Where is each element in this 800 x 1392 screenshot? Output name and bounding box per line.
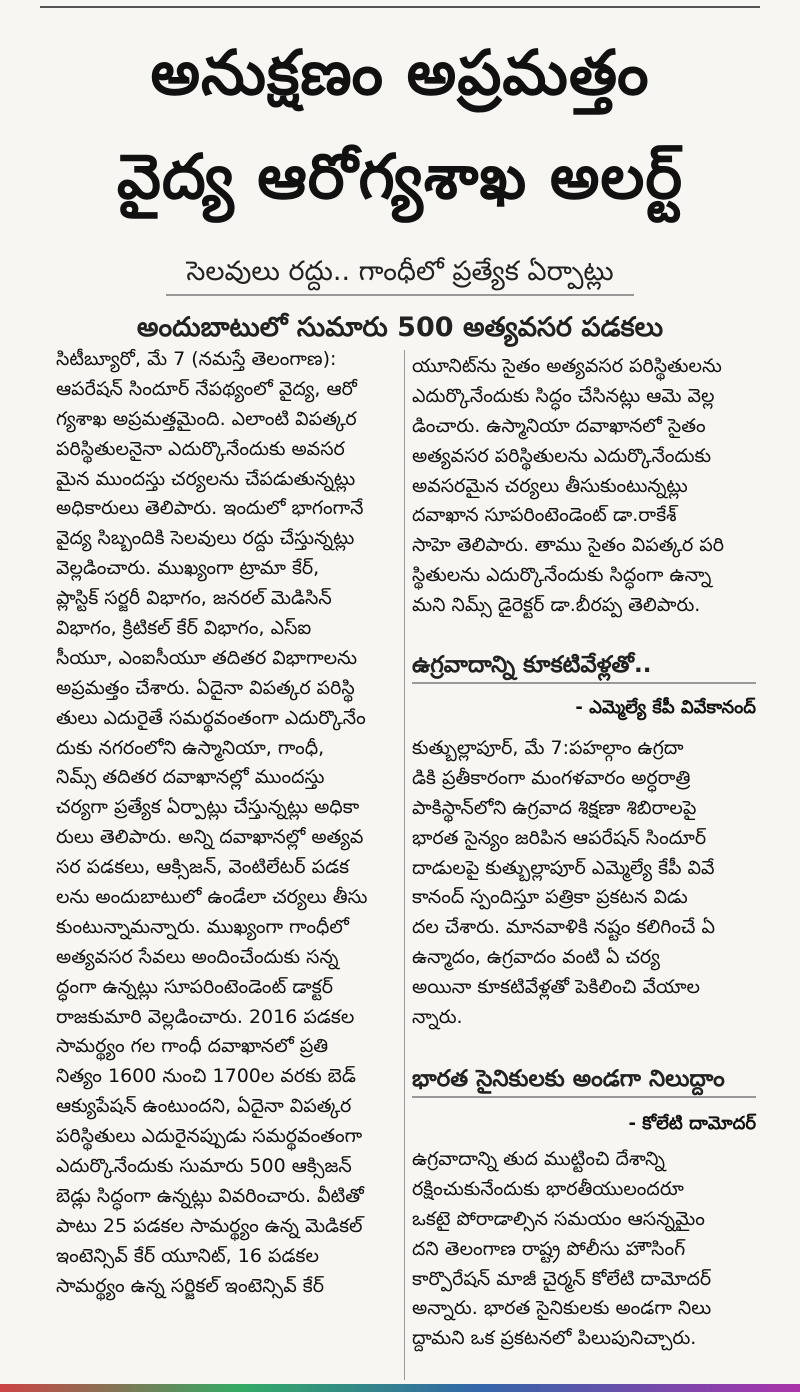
text-line: రులు తెలిపారు. అన్ని దవాఖానల్లో అత్యవ	[56, 826, 364, 849]
text-line: కార్పొరేషన్ మాజీ చైర్మన్ కోలేటి దామోదర్	[412, 1267, 712, 1290]
text-line: సిటీబ్యూరో, మే 7 (నమస్తే తెలంగాణ):	[56, 348, 337, 370]
text-line: ఎదుర్కొనేందుకు సుమారు 500 ఆక్సిజన్	[56, 1155, 352, 1178]
text-line: కుంటున్నామన్నారు. ముఖ్యంగా గాంధీలో	[56, 915, 349, 938]
text-line: భారత సైన్యం జరిపిన ఆపరేషన్ సిందూర్	[412, 826, 707, 849]
text-line: కుత్బుల్లాపూర్, మే 7:పహల్గాం ఉగ్రదా	[412, 737, 684, 759]
kicker-subheading: సెలవులు రద్దు.. గాంధీలో ప్రత్యేక ఏర్పాట్లు	[166, 252, 634, 296]
text-line: ఉగ్రవాదాన్ని తుద ముట్టించి దేశాన్ని	[412, 1148, 665, 1170]
text-line: మైన ముందస్తు చర్యలను చేపడుతున్నట్లు	[56, 467, 356, 490]
text-line: పరిస్థితులు ఎదురైనప్పుడు సమర్థవంతంగా	[56, 1125, 363, 1148]
headline-line-2: వైద్య ఆరోగ్యశాఖ అలర్ట్	[116, 140, 684, 213]
text-line: మని నిమ్స్ డైరెక్టర్ డా.బీరప్ప తెలిపారు.	[412, 594, 701, 617]
text-line: అన్నారు. భారత సైనికులకు అండగా నిలు	[412, 1297, 712, 1320]
text-line: చర్యగా ప్రత్యేక ఏర్పాట్లు చేస్తున్నట్లు అధికా	[56, 796, 360, 819]
article-right-column	[412, 352, 756, 621]
text-line: బెడ్లు సిద్ధంగా ఉన్నట్లు వివరించారు. వీటితో	[56, 1184, 364, 1207]
story2-body	[412, 734, 756, 1033]
text-line: ఒకటై పోరాడాల్సిన సమయం ఆసన్నమైం	[412, 1207, 705, 1230]
article-left-column	[56, 345, 398, 1302]
text-line: డించారు. ఉస్మానియా దవాఖానలో సైతం	[412, 414, 706, 437]
text-line: అత్యవసర సేవలు అందించేందుకు సన్న	[56, 945, 339, 968]
text-line: నిత్యం 1600 నుంచి 1700ల వరకు బెడ్	[56, 1065, 356, 1088]
text-line: డికి ప్రతీకారంగా మంగళవారం అర్ధరాత్రి	[412, 766, 691, 789]
text-line: రాజకుమారి వెల్లడించారు. 2016 పడకల	[56, 1005, 355, 1028]
text-line: అవసరమైన చర్యలు తీసుకుంటున్నట్లు	[412, 474, 688, 497]
headline-line-1: అనుక్షణం అప్రమత్తం	[150, 36, 650, 109]
text-line: వైద్య సిబ్బందికి సెలవులు రద్దు చేస్తున్నట్లు	[56, 527, 355, 550]
text-line: పరిస్థితులనైనా ఎదుర్కొనేందుకు అవసర	[56, 437, 345, 460]
story2-byline: - ఎమ్మెల్యే కేపీ వివేకానంద్	[575, 697, 756, 718]
text-line: న్నారు.	[412, 1006, 463, 1029]
text-line: యూనిట్‌ను సైతం అత్యవసర పరిస్థితులను	[412, 355, 722, 377]
text-line: గ్యశాఖ అప్రమత్తమైంది. ఎలాంటి విపత్కర	[56, 407, 357, 430]
deck-subheading: అందుబాటులో సుమారు 500 అత్యవసర పడకలు	[136, 312, 664, 343]
text-line: ఇంటెన్సివ్ కేర్ యూనిట్, 16 పడకల	[56, 1244, 319, 1267]
text-line: దల చేశారు. మానవాళికి నష్టం కలిగించే ఏ	[412, 916, 715, 939]
text-line: దుకు నగరంలోని ఉస్మానియా, గాంధీ,	[56, 736, 325, 759]
text-line: ఉన్మాదం, ఉగ్రవాదం వంటి ఏ చర్య	[412, 946, 660, 969]
text-line: అధికారులు తెలిపారు. ఇందులో భాగంగానే	[56, 497, 364, 520]
text-line: ఆక్యుపేషన్ ఉంటుందని, ఏదైనా విపత్కర	[56, 1095, 352, 1118]
text-line: దని తెలంగాణ రాష్ట్ర పోలీసు హౌసింగ్	[412, 1237, 686, 1260]
text-line: సామర్థ్యం గల గాంధీ దవాఖానలో ప్రతి	[56, 1035, 329, 1058]
text-line: అప్రమత్తం చేశారు. ఏదైనా విపత్కర పరిస్థి	[56, 676, 355, 699]
text-line: నిమ్స్ తదితర దవాఖానల్లో ముందస్తు	[56, 766, 325, 789]
text-line: రక్షించుకునేందుకు భారతీయులందరూ	[412, 1177, 684, 1200]
text-line: పాటు 25 పడకల సామర్థ్యం ఉన్న మెడికల్	[56, 1214, 363, 1237]
text-line: ప్లాస్టిక్ సర్జరీ విభాగం, జనరల్ మెడిసిన్	[56, 587, 332, 610]
bottom-color-band	[0, 1384, 800, 1392]
story3-body	[412, 1145, 756, 1354]
text-line: ద్ధంగా ఉన్నట్లు సూపరింటెండెంట్ డాక్టర్	[56, 975, 333, 998]
text-line: కానంద్ స్పందిస్తూ పత్రికా ప్రకటన విడు	[412, 886, 688, 909]
text-line: లను అందుబాటులో ఉండేలా చర్యలు తీసు	[56, 886, 368, 909]
text-line: పాకిస్థాన్‌లోని ఉగ్రవాద శిక్షణా శిబిరాలపై	[412, 796, 697, 819]
text-line: సాహె తెలిపారు. తాము సైతం విపత్కర పరి	[412, 534, 725, 557]
text-line: వెల్లడించారు. ముఖ్యంగా ట్రామా కేర్,	[56, 557, 320, 580]
text-line: ఎదుర్కొనేందుకు సిద్ధం చేసినట్లు ఆమె వెల్ల	[412, 384, 715, 407]
story3-byline: - కోలేటి దామోదర్	[628, 1113, 756, 1134]
text-line: అత్యవసర పరిస్థితులను ఎదుర్కొనేందుకు	[412, 444, 712, 467]
text-line: సర పడకలు, ఆక్సిజన్, వెంటిలేటర్ పడక	[56, 856, 350, 879]
text-line: సీయూ, ఎంఐసీయూ తదితర విభాగాలను	[56, 646, 358, 669]
text-line: ఆపరేషన్ సిందూర్ నేపథ్యంలో వైద్య, ఆరో	[56, 377, 357, 400]
story2-heading: ఉగ్రవాదాన్ని కూకటివేళ్లతో..	[412, 648, 756, 684]
column-divider	[404, 350, 405, 1380]
text-line: ద్దామని ఒక ప్రకటనలో పిలుపునిచ్చారు.	[412, 1327, 697, 1350]
text-line: అయినా కూకటివేళ్లతో పెకిలించి వేయాల	[412, 976, 701, 999]
text-line: స్థితులను ఎదుర్కొనేందుకు సిద్ధంగా ఉన్నా	[412, 564, 712, 587]
text-line: విభాగం, క్రిటికల్ కేర్ విభాగం, ఎస్ఐ	[56, 617, 312, 640]
story3-heading: భారత సైనికులకు అండగా నిలుద్దాం	[412, 1062, 756, 1098]
text-line: దాడులపై కుత్బుల్లాపూర్ ఎమ్మెల్యే కేపీ వివే	[412, 856, 715, 879]
text-line: దవాఖాన సూపరింటెండెంట్ డా.రాకేశ్	[412, 504, 677, 527]
text-line: సామర్థ్యం ఉన్న సర్జికల్ ఇంటెన్సివ్ కేర్	[56, 1274, 324, 1297]
top-rule	[40, 6, 760, 8]
text-line: తులు ఎదురైతే సమర్థవంతంగా ఎదుర్కొనేం	[56, 706, 366, 729]
